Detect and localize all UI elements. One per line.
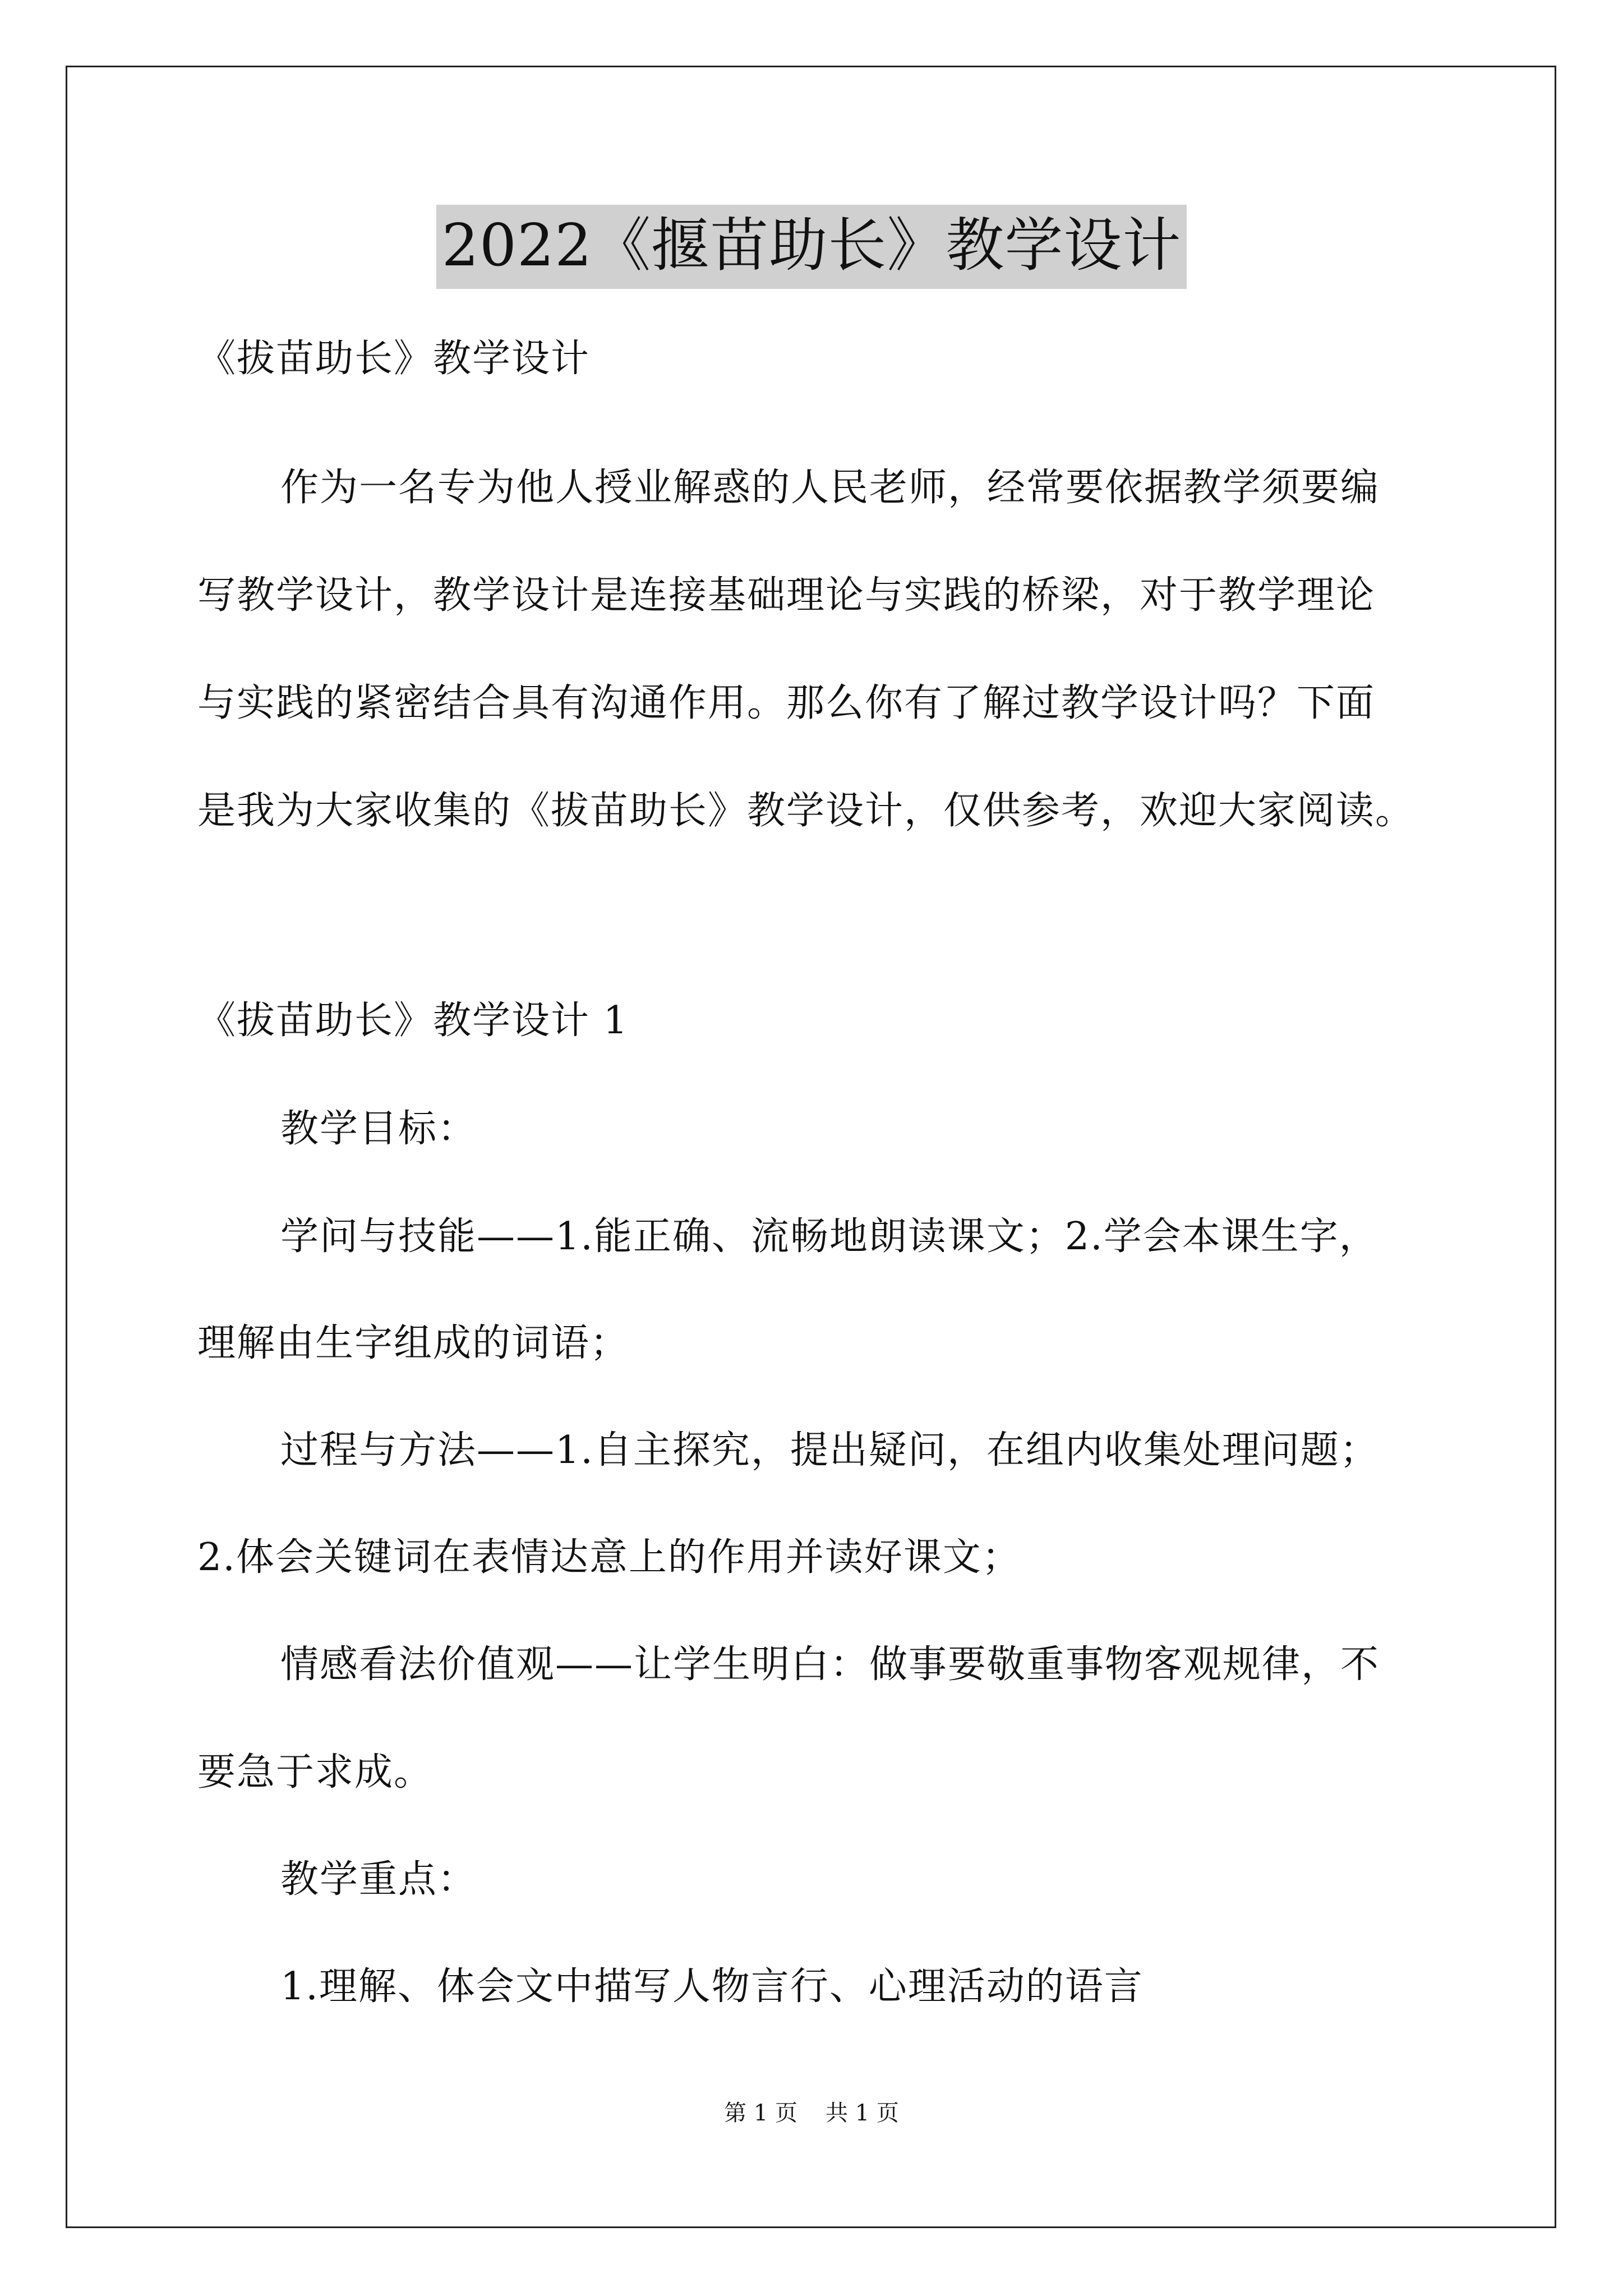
paragraph-line: 2.体会关键词在表情达意上的作用并读好课文；: [197, 1535, 1021, 1580]
document-title: 2022《揠苗助长》教学设计: [436, 205, 1187, 289]
paragraph-line: 教学重点：: [280, 1857, 477, 1902]
paragraph-line: 要急于求成。: [197, 1750, 434, 1795]
paragraph-line: 学问与技能——1.能正确、流畅地朗读课文；2.学会本课生字，: [280, 1214, 1378, 1259]
page-total: 共 1 页: [826, 2100, 899, 2126]
paragraph-line: 与实践的紧密结合具有沟通作用。那么你有了解过教学设计吗？下面: [197, 681, 1376, 725]
title-container: [0, 205, 1623, 289]
paragraph-line: 理解由生字组成的词语；: [197, 1321, 630, 1365]
paragraph-line: 写教学设计，教学设计是连接基础理论与实践的桥梁，对于教学理论: [197, 573, 1376, 618]
paragraph-line: 1.理解、体会文中描写人物言行、心理活动的语言: [280, 1964, 1144, 2009]
page-footer: [0, 2099, 1623, 2127]
paragraph-line: 是我为大家收集的《拔苗助长》教学设计，仅供参考，欢迎大家阅读。: [197, 789, 1415, 833]
paragraph-line: 教学目标：: [280, 1107, 477, 1151]
section-heading: 《拔苗助长》教学设计: [197, 337, 591, 381]
paragraph-line: 过程与方法——1.自主探究，提出疑问，在组内收集处理问题；: [280, 1428, 1379, 1473]
page-number: 第 1 页: [724, 2100, 797, 2126]
paragraph-line: 作为一名专为他人授业解惑的人民老师，经常要依据教学须要编: [280, 466, 1380, 510]
paragraph-line: 情感看法价值观——让学生明白：做事要敬重事物客观规律，不: [280, 1642, 1380, 1687]
section-heading: 《拔苗助长》教学设计 1: [197, 999, 629, 1043]
